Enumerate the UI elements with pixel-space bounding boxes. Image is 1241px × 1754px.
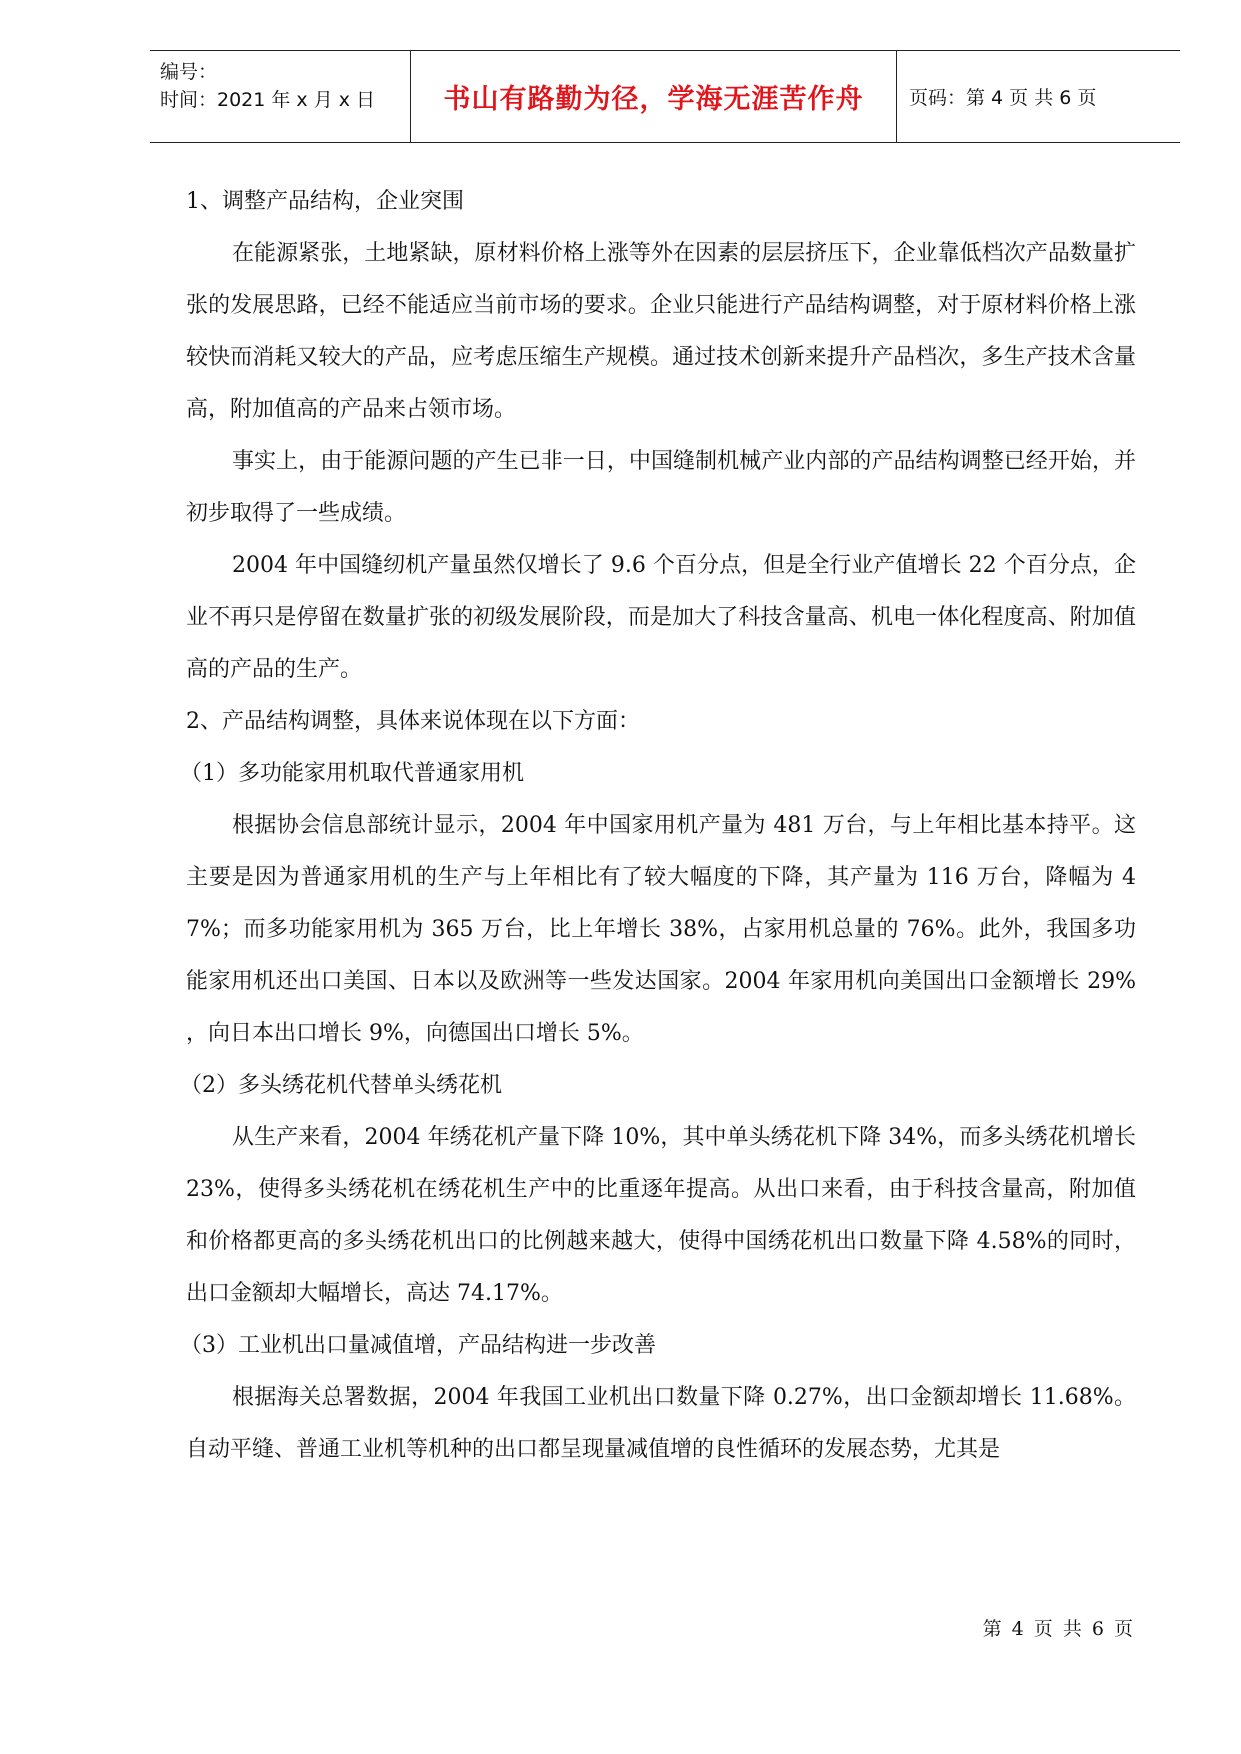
- page-header: [150, 50, 1180, 143]
- paragraph: 在能源紧张，土地紧缺，原材料价格上涨等外在因素的层层挤压下，企业靠低档次产品数量扩张的发展思路，已经不能适应当前市场的要求。企业只能进行产品结构调整，对于原材料价格上涨较快而消耗又较大的产品，应考虑压缩生产规模。通过技术创新来提升产品档次，多生产技术含量高，附加值高的产品来占领市场。: [186, 241, 1136, 422]
- header-motto-cell: [411, 51, 897, 142]
- document-body: [180, 176, 1136, 1476]
- document-time: 时间：2021 年 x 月 x 日: [160, 89, 376, 111]
- motto: 书山有路勤为径，学海无涯苦作舟: [443, 84, 864, 115]
- page-footer: 第 4 页 共 6 页: [982, 1618, 1135, 1640]
- subsection-heading-3: （3）工业机出口量减值增，产品结构进一步改善: [180, 1333, 656, 1358]
- header-page-number: 页码：第 4 页 共 6 页: [909, 87, 1097, 109]
- header-meta: [150, 51, 411, 142]
- section-heading-1: 1、调整产品结构，企业突围: [186, 189, 464, 214]
- subsection-heading-1: （1）多功能家用机取代普通家用机: [180, 761, 524, 786]
- paragraph: 根据海关总署数据，2004 年我国工业机出口数量下降 0.27%，出口金额却增长 11.68%。自动平缝、普通工业机等机种的出口都呈现量减值增的良性循环的发展态势，尤其是: [186, 1385, 1136, 1462]
- section-heading-2: 2、产品结构调整，具体来说体现在以下方面：: [186, 709, 640, 734]
- document-number: 编号：: [160, 61, 218, 83]
- paragraph: 2004 年中国缝纫机产量虽然仅增长了 9.6 个百分点，但是全行业产值增长 22 个百分点，企业不再只是停留在数量扩张的初级发展阶段，而是加大了科技含量高、机电一体化程度高、附加值高的产品的生产。: [186, 553, 1136, 682]
- header-page-info: [897, 51, 1180, 142]
- paragraph: 根据协会信息部统计显示，2004 年中国家用机产量为 481 万台，与上年相比基本持平。这主要是因为普通家用机的生产与上年相比有了较大幅度的下降，其产量为 116 万台，降幅为 47%；而多功能家用机为 365 万台，比上年增长 38%，占家用机总量的 76%。此外，我国多功能家用机还出口美国、日本以及欧洲等一些发达国家。2004 年家用机向美国出口金额增长 29% ，向日本出口增长 9%，向德国出口增长 5%。: [186, 813, 1136, 1046]
- subsection-heading-2: （2）多头绣花机代替单头绣花机: [180, 1073, 502, 1098]
- paragraph: 从生产来看，2004 年绣花机产量下降 10%，其中单头绣花机下降 34%，而多头绣花机增长 23%，使得多头绣花机在绣花机生产中的比重逐年提高。从出口来看，由于科技含量高，附加值和价格都更高的多头绣花机出口的比例越来越大，使得中国绣花机出口数量下降 4.58%的同时，出口金额却大幅增长，高达 74.17%。: [186, 1125, 1136, 1306]
- paragraph: 事实上，由于能源问题的产生已非一日，中国缝制机械产业内部的产品结构调整已经开始，并初步取得了一些成绩。: [186, 449, 1136, 526]
